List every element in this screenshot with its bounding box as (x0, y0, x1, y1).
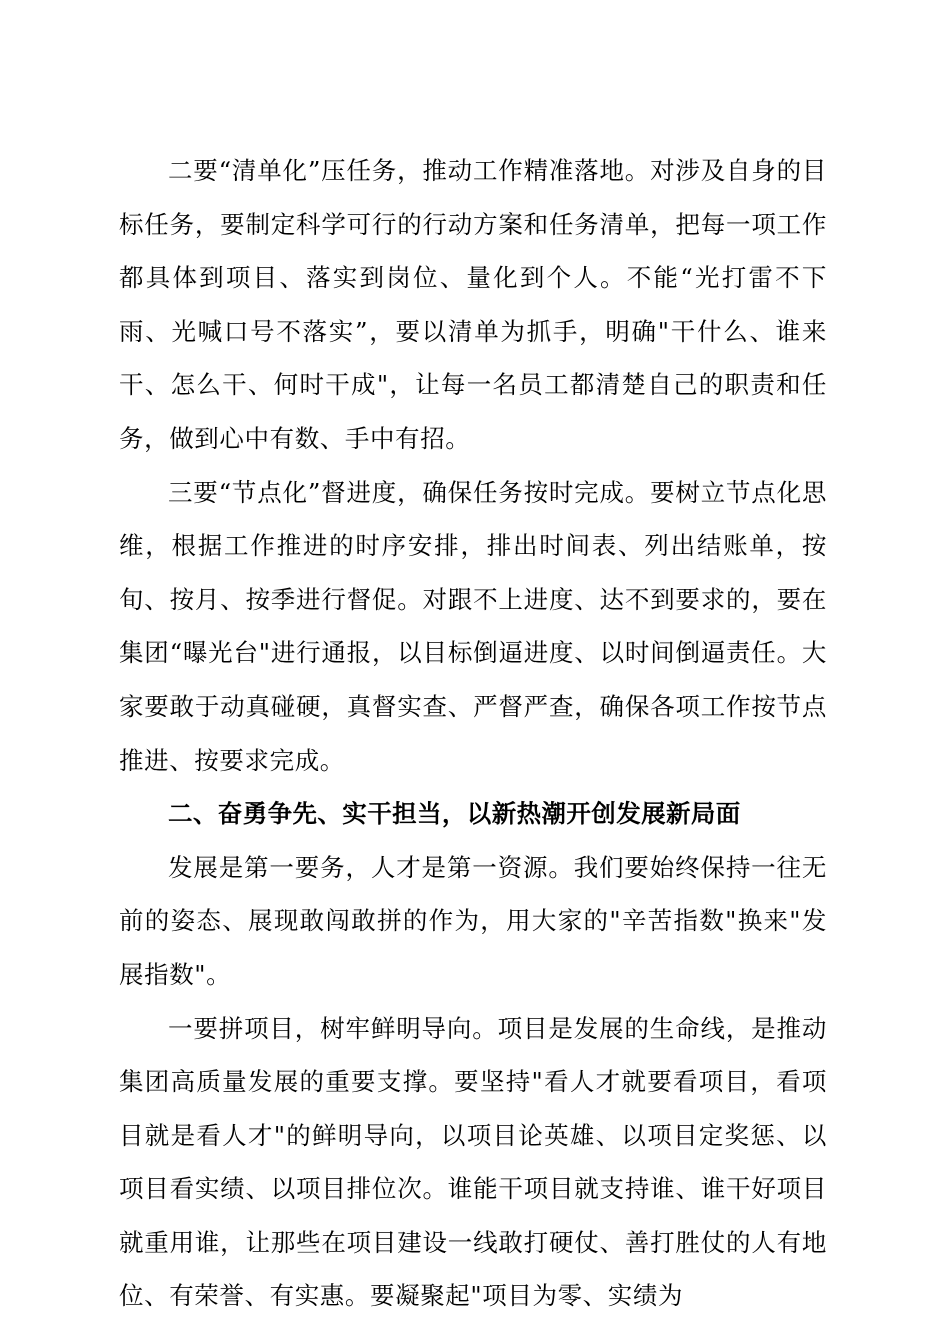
document-page (119, 144, 827, 1323)
section-heading: 二、奋勇争先、实干担当，以新热潮开创发展新局面 (168, 799, 741, 829)
paragraph-qingdanhua: 二要“清单化”压任务，推动工作精准落地。对涉及自身的目标任务，要制定科学可行的行动方案和任务清单，把每一项工作都具体到项目、落实到岗位、量化到个人。不能“光打雷不下雨、光喊口号不落实”，要以清单为抓手，明确"干什么、谁来干、怎么干、何时干成"，让每一名员工都清楚自己的职责和任务，做到心中有数、手中有招。 (119, 156, 827, 453)
paragraph-jiedianhua: 三要“节点化”督进度，确保任务按时完成。要树立节点化思维，根据工作推进的时序安排，排出时间表、列出结账单，按旬、按月、按季进行督促。对跟不上进度、达不到要求的，要在集团“曝光台"进行通报，以目标倒逼进度、以时间倒逼责任。大家要敢于动真碰硬，真督实查、严督严查，确保各项工作按节点推进、按要求完成。 (119, 477, 827, 775)
paragraph-pinxiangmu: 一要拼项目，树牢鲜明导向。项目是发展的生命线，是推动集团高质量发展的重要支撑。要坚持"看人才就要看项目，看项目就是看人才"的鲜明导向，以项目论英雄、以项目定奖惩、以项目看实绩、以项目排位次。谁能干项目就支持谁、谁干好项目就重用谁，让那些在项目建设一线敢打硬仗、善打胜仗的人有地位、有荣誉、有实惠。要凝聚起"项目为零、实绩为 (119, 1013, 827, 1311)
paragraph-fazhan: 发展是第一要务，人才是第一资源。我们要始终保持一往无前的姿态、展现敢闯敢拼的作为，用大家的"辛苦指数"换来"发展指数"。 (119, 852, 827, 989)
